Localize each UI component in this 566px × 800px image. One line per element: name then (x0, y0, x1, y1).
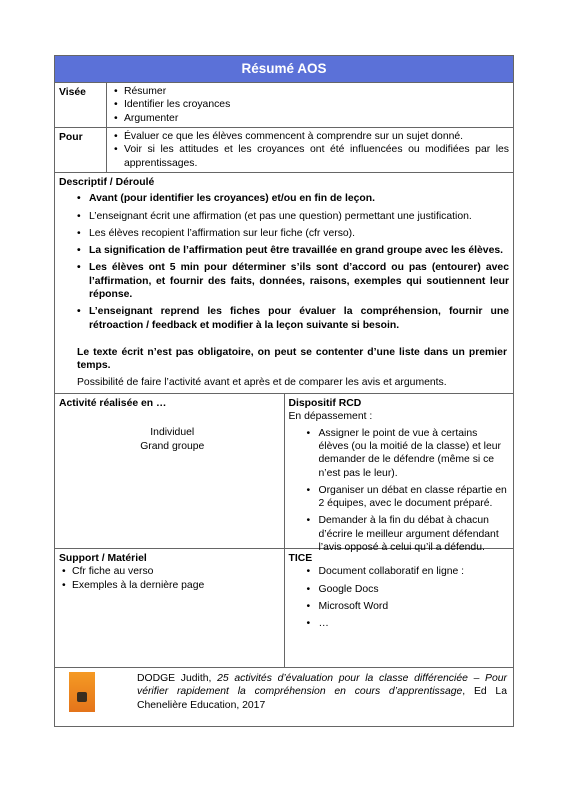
list-item: • La signification de l’affirmation peut être travaillée en grand groupe avec les élèves. (59, 244, 509, 257)
support-list (59, 565, 280, 592)
reference-title: 25 activités d’évaluation pour la classe différenciée – Pour vérifier rapidement la compréhension en cours d’apprentissage (137, 672, 507, 698)
reference-footer (55, 668, 513, 726)
list-item: • Résumer (111, 85, 509, 98)
deroule-section (55, 173, 513, 394)
activite-label: Activité réalisée en … (59, 397, 167, 409)
support-cell (55, 549, 285, 667)
visee-row (55, 83, 513, 128)
reference-publisher: , Ed La Chenelière Education, 2017 (137, 686, 507, 711)
rcd-cell (285, 394, 514, 554)
list-item: • L’enseignant écrit une affirmation (et pas une question) permettant une justification. (59, 210, 509, 223)
list-item: • Argumenter (111, 112, 509, 125)
pour-label: Pour (55, 128, 107, 172)
activite-mode: Grand groupe (140, 440, 205, 452)
list-item: • Google Docs (289, 583, 510, 596)
pour-row (55, 128, 513, 173)
rcd-list (289, 427, 510, 555)
rcd-intro: En dépassement : (288, 411, 373, 423)
tice-list (289, 565, 510, 630)
deroule-label: Descriptif / Déroulé (59, 176, 155, 188)
list-item: • Exemples à la dernière page (59, 579, 280, 592)
tice-cell (285, 549, 514, 667)
list-item: • Identifier les croyances (111, 98, 509, 111)
support-tice-row (55, 549, 513, 668)
list-item: • Assigner le point de vue à certains élèves (ou la moitié de la classe) et leur demander de le défendre (même si ce n’est pas le leur). (289, 427, 510, 480)
list-item: • … (289, 617, 510, 630)
reference-text (137, 672, 509, 712)
list-item: • Document collaboratif en ligne : (289, 565, 510, 578)
visee-list (111, 85, 509, 125)
deroule-list (59, 192, 509, 332)
reference-author: DODGE Judith, (137, 672, 218, 684)
summary-sheet (54, 55, 514, 727)
rcd-label: Dispositif RCD (288, 397, 362, 409)
list-item: • Demander à la fin du débat à chacun d’écrire le meilleur argument défendant l’avis opposé à celui qu’il a défendu. (289, 514, 510, 554)
deroule-note: Possibilité de faire l’activité avant et après et de comparer les avis et arguments. (77, 376, 447, 388)
tice-label: TICE (288, 552, 313, 564)
list-item: • Voir si les attitudes et les croyances ont été influencées ou modifiées par les apprentissages. (111, 143, 509, 170)
activite-rcd-row (55, 394, 513, 554)
list-item: • Évaluer ce que les élèves commencent à comprendre sur un sujet donné. (111, 130, 509, 143)
sheet-title: Résumé AOS (55, 56, 513, 83)
activite-cell (55, 394, 285, 548)
deroule-note-bold: Le texte écrit n’est pas obligatoire, on peut se contenter d’une liste dans un premier temps. (77, 347, 507, 372)
list-item: • Cfr fiche au verso (59, 565, 280, 578)
book-cover-image (69, 672, 95, 712)
pour-list (111, 130, 509, 170)
visee-label: Visée (55, 83, 107, 127)
activite-mode: Individuel (150, 427, 195, 439)
list-item: • L’enseignant reprend les fiches pour évaluer la compréhension, fournir une rétroaction / feedback et modifier à la leçon suivante si besoin. (59, 305, 509, 332)
list-item: • Avant (pour identifier les croyances) et/ou en fin de leçon. (59, 192, 509, 205)
list-item: • Les élèves ont 5 min pour déterminer s’ils sont d’accord ou pas (entourer) avec l’affirmation, et fournir des faits, données, raisons, exemples qui soutiennent leur réponse. (59, 261, 509, 301)
list-item: • Microsoft Word (289, 600, 510, 613)
list-item: • Les élèves recopient l’affirmation sur leur fiche (cfr verso). (59, 227, 509, 240)
support-label: Support / Matériel (59, 552, 147, 564)
list-item: • Organiser un débat en classe répartie en 2 équipes, avec le document préparé. (289, 484, 510, 511)
